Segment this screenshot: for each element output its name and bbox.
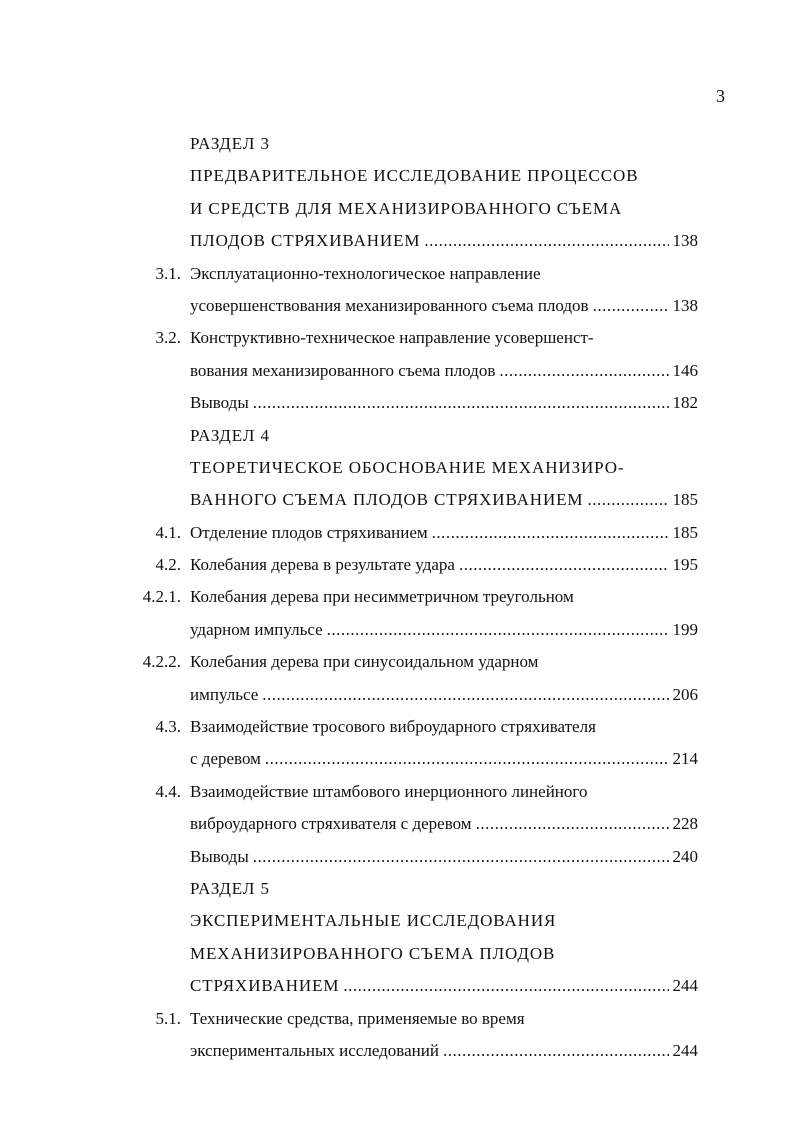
dot-leader [459,549,669,581]
dot-leader [476,808,669,840]
entry-3-1-text-2: усовершенствования механизированного съема плодов [190,295,589,315]
dot-leader [593,290,669,322]
conclusions-3-page: 182 [672,393,698,413]
section-5-page: 244 [672,976,698,996]
entry-4-1-page: 185 [672,522,698,542]
entry-3-2-text-1: Конструктивно-техническое направление усовершенст- [190,328,594,348]
entry-4-3-text-1: Взаимодействие тросового виброударного стряхивателя [190,717,596,737]
entry-5-1-number: 5.1. [155,1008,181,1028]
entry-4-2-2-line-1 [0,646,793,678]
entry-5-1-page: 244 [672,1040,698,1060]
section-5-title-line-3 [0,970,793,1002]
entry-5-1-line-2 [0,1035,793,1067]
entry-5-1-line-1 [0,1003,793,1035]
entry-4-2-1-line-2 [0,614,793,646]
entry-4-2-1-line-1 [0,581,793,613]
dot-leader [262,679,668,711]
entry-4-4-page: 228 [672,814,698,834]
entry-4-2-1-text-2: ударном импульсе [190,619,323,639]
section-4-page: 185 [672,490,698,510]
entry-4-1-line [0,517,793,549]
entry-4-2-text: Колебания дерева в результате удара [190,555,455,575]
entry-4-3-number: 4.3. [155,717,181,737]
entry-3-1-page: 138 [672,295,698,315]
section-5-heading-line [0,873,793,905]
entry-4-2-2-text-1: Колебания дерева при синусоидальном ударном [190,652,539,672]
section-3-heading-line [0,128,793,160]
dot-leader [443,1035,669,1067]
section-5-title-1: ЭКСПЕРИМЕНТАЛЬНЫЕ ИССЛЕДОВАНИЯ [190,911,557,931]
conclusions-4-line [0,841,793,873]
section-4-heading-line [0,420,793,452]
section-4-title-line-1 [0,452,793,484]
dot-leader [265,743,669,775]
entry-4-1-text: Отделение плодов стряхиванием [190,522,428,542]
section-5-title-line-1 [0,905,793,937]
entry-4-3-page: 214 [672,749,698,769]
table-of-contents [0,128,793,1067]
dot-leader [587,484,668,516]
dot-leader [327,614,669,646]
entry-4-2-1-page: 199 [672,619,698,639]
entry-4-4-line-2 [0,808,793,840]
section-4-title-1: ТЕОРЕТИЧЕСКОЕ ОБОСНОВАНИЕ МЕХАНИЗИРО- [190,457,625,477]
section-3-heading: РАЗДЕЛ 3 [190,134,270,153]
entry-3-1-text-1: Эксплуатационно-технологическое направление [190,263,541,283]
section-3-page: 138 [672,231,698,251]
entry-3-2-line-2 [0,355,793,387]
entry-4-4-line-1 [0,776,793,808]
entry-4-4-text-2: виброударного стряхивателя с деревом [190,814,472,834]
entry-3-1-line-2 [0,290,793,322]
section-5-title-line-2 [0,938,793,970]
dot-leader [499,355,668,387]
entry-3-2-line-1 [0,322,793,354]
dot-leader [432,517,669,549]
section-3-title-1: ПРЕДВАРИТЕЛЬНОЕ ИССЛЕДОВАНИЕ ПРОЦЕССОВ [190,166,639,186]
entry-3-1-line-1 [0,258,793,290]
entry-4-2-2-page: 206 [672,684,698,704]
section-5-title-3: СТРЯХИВАНИЕМ [190,976,340,996]
dot-leader [424,225,668,257]
entry-4-1-number: 4.1. [155,522,181,542]
section-4-title-2: ВАННОГО СЪЕМА ПЛОДОВ СТРЯХИВАНИЕМ [190,490,584,510]
section-3-title-2: И СРЕДСТВ ДЛЯ МЕХАНИЗИРОВАННОГО СЪЕМА [190,198,623,218]
entry-3-1-number: 3.1. [155,263,181,283]
dot-leader [253,387,669,419]
conclusions-3-text: Выводы [190,393,249,413]
section-4-title-line-2 [0,484,793,516]
entry-4-4-number: 4.4. [155,781,181,801]
entry-4-2-page: 195 [672,555,698,575]
entry-4-2-line [0,549,793,581]
section-3-title-line-1 [0,160,793,192]
entry-4-2-number: 4.2. [155,555,181,575]
section-3-title-line-2 [0,193,793,225]
section-5-title-2: МЕХАНИЗИРОВАННОГО СЪЕМА ПЛОДОВ [190,943,556,963]
entry-4-2-1-number: 4.2.1. [142,587,181,607]
entry-3-2-number: 3.2. [155,328,181,348]
dot-leader [253,841,669,873]
section-4-heading: РАЗДЕЛ 4 [190,425,270,445]
conclusions-4-page: 240 [672,846,698,866]
section-5-heading: РАЗДЕЛ 5 [190,878,270,898]
section-3-title-3: ПЛОДОВ СТРЯХИВАНИЕМ [190,231,421,251]
conclusions-4-text: Выводы [190,846,249,866]
entry-3-2-page: 146 [672,360,698,380]
entry-4-2-2-line-2 [0,679,793,711]
entry-4-4-text-1: Взаимодействие штамбового инерционного линейного [190,781,588,801]
page-number: 3 [716,86,725,106]
entry-4-3-text-2: с деревом [190,749,261,769]
entry-3-2-text-2: вования механизированного съема плодов [190,360,496,380]
entry-4-2-2-text-2: импульсе [190,684,259,704]
entry-4-3-line-2 [0,743,793,775]
entry-5-1-text-1: Технические средства, применяемые во время [190,1008,525,1028]
section-3-title-line-3 [0,225,793,257]
entry-4-2-1-text-1: Колебания дерева при несимметричном треугольном [190,587,574,607]
conclusions-3-line [0,387,793,419]
entry-4-2-2-number: 4.2.2. [142,652,181,672]
entry-5-1-text-2: экспериментальных исследований [190,1040,439,1060]
dot-leader [343,970,668,1002]
entry-4-3-line-1 [0,711,793,743]
